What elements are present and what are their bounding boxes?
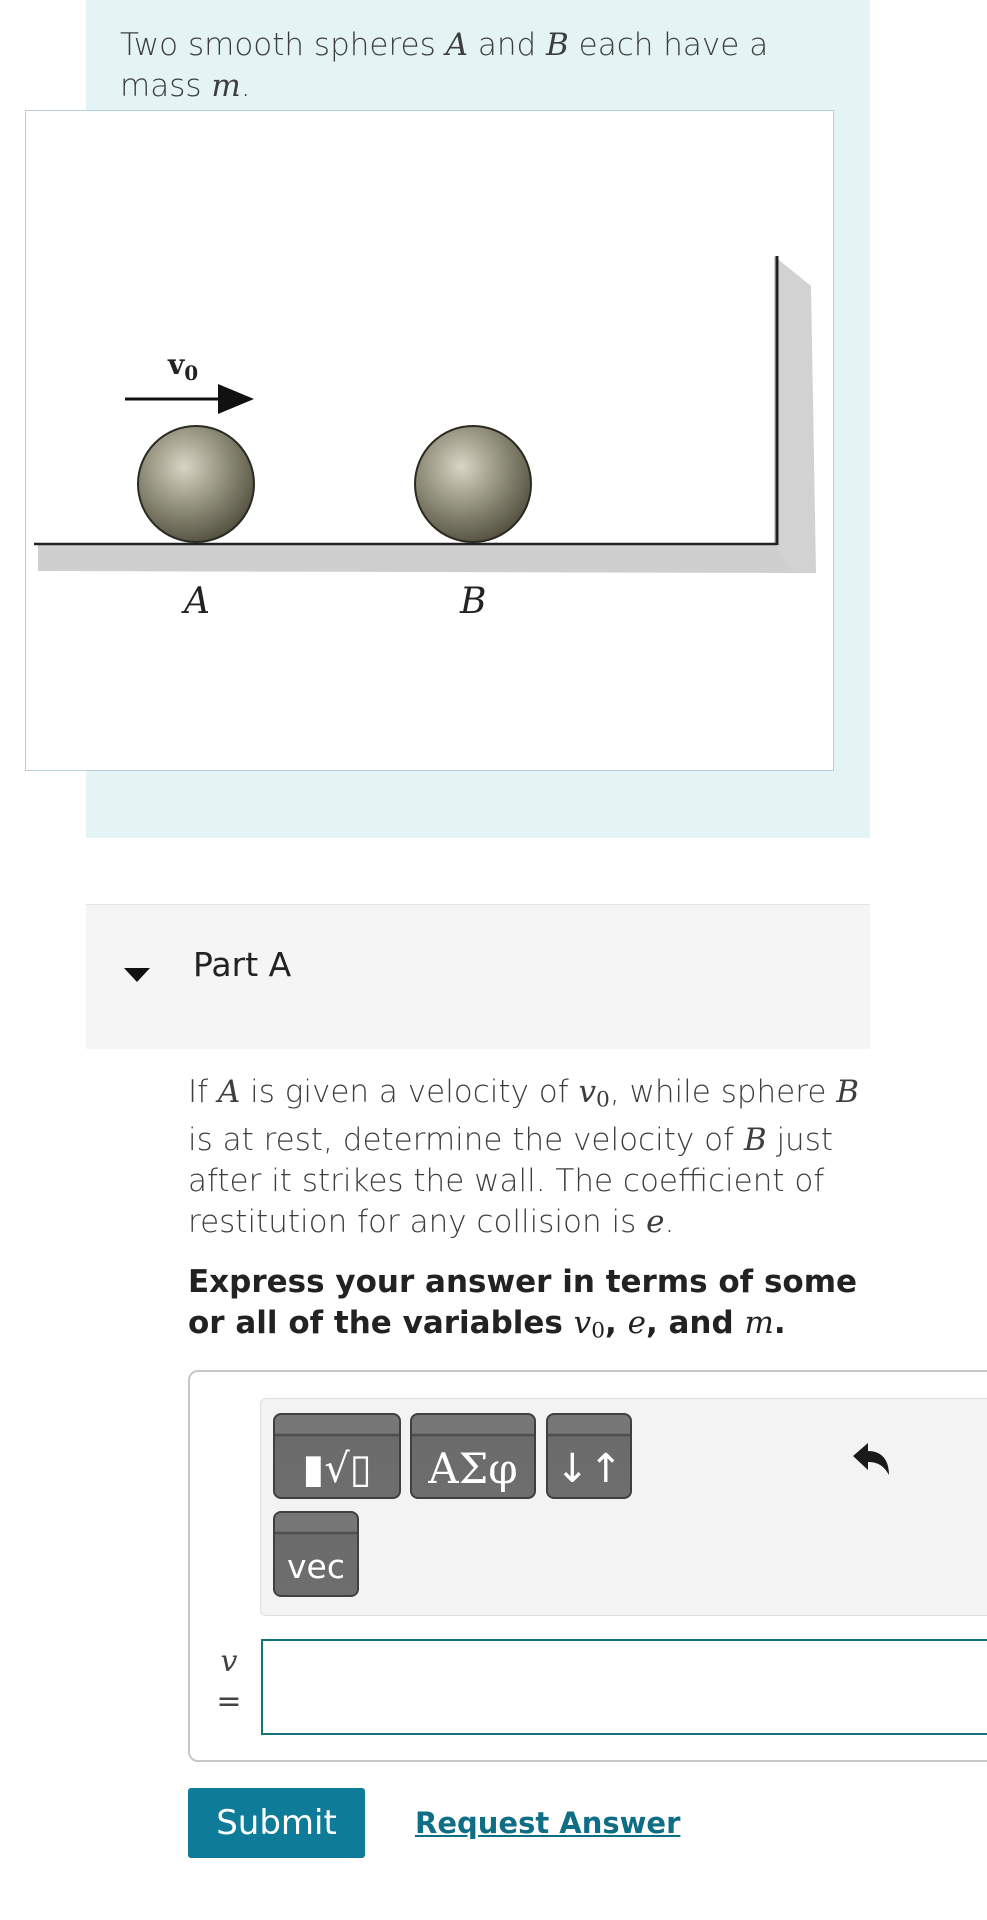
arrows-button[interactable] [546,1413,632,1499]
var-a: A [445,27,468,63]
undo-icon[interactable] [849,1437,895,1483]
sphere-b [415,426,531,542]
label-b: B [460,581,487,622]
math-toolbar [260,1398,987,1616]
part-a-header[interactable] [86,904,870,1049]
templates-button[interactable] [273,1413,401,1499]
var-b: B [546,27,569,63]
answer-variable-label: v = [216,1644,242,1719]
greek-symbols-button[interactable] [410,1413,536,1499]
label-a: A [184,581,210,622]
answer-input[interactable] [261,1639,987,1735]
caret-down-icon[interactable] [122,960,152,990]
var-v0: $v_0$ [578,1074,610,1113]
velocity-label: $v_0$ [168,348,199,385]
problem-figure [25,110,834,771]
problem-intro-text: Two smooth spheres A and B each have a mass m. [120,27,769,104]
templates-icon: ▮√▯ [302,1446,372,1492]
vector-button[interactable] [273,1511,359,1597]
arrows-icon: ↓↑ [555,1446,623,1492]
wall-shading [774,256,816,573]
question-text: If A is given a velocity of $v_0$, while sphere B is at rest, determine the velocity of B just after it strikes the wall. The coefficient of restitution for any collision is e. [188,1074,860,1241]
sphere-a [138,426,254,542]
answer-box [188,1370,987,1762]
submit-button[interactable]: Submit [188,1788,365,1858]
part-title: Part A [193,945,292,984]
var-m: m [211,68,241,104]
spheres-diagram [26,111,835,772]
request-answer-link[interactable]: Request Answer [415,1806,681,1840]
vec-label: vec [287,1547,345,1586]
greek-symbols-icon: ΑΣφ [428,1444,518,1493]
ground-shading [38,544,796,573]
answer-instruction: Express your answer in terms of some or all of the variables $v_0$, e, and m. [188,1264,858,1344]
